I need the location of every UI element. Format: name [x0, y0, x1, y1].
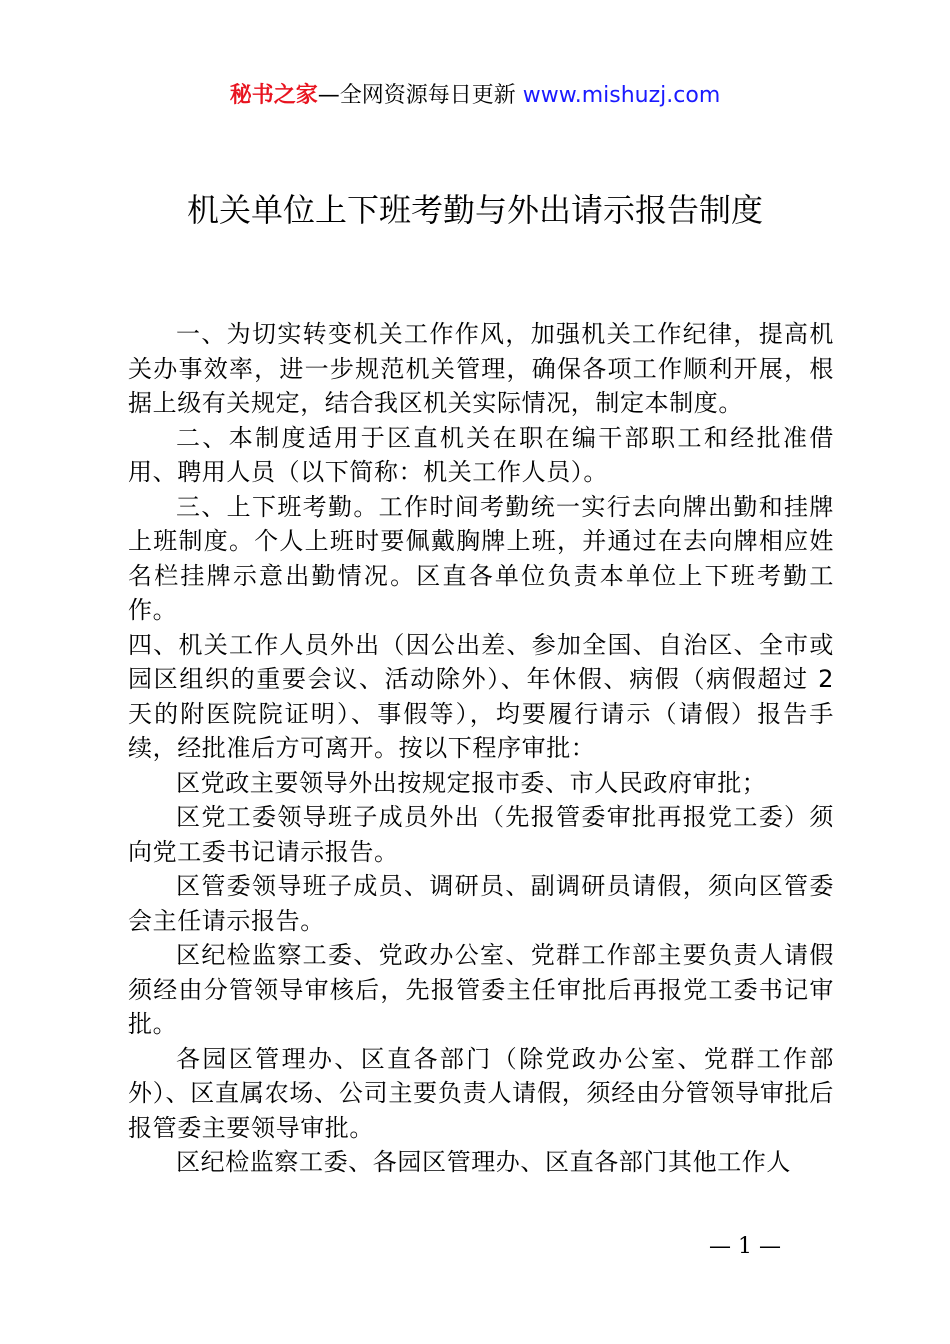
paragraph-9: 各园区管理办、区直各部门（除党政办公室、党群工作部外）、区直属农场、公司主要负责人请假，须经由分管领导审批后报管委主要领导审批。 [128, 1044, 834, 1142]
paragraph-3: 三、上下班考勤。工作时间考勤统一实行去向牌出勤和挂牌上班制度。个人上班时要佩戴胸牌上班，并通过在去向牌相应姓名栏挂牌示意出勤情况。区直各单位负责本单位上下班考勤工作。 [128, 492, 834, 624]
paragraph-7: 区管委领导班子成员、调研员、副调研员请假，须向区管委会主任请示报告。 [128, 872, 834, 935]
paragraph-10: 区纪检监察工委、各园区管理办、区直各部门其他工作人 [176, 1148, 791, 1176]
header-tagline: —全网资源每日更新 [317, 83, 516, 108]
site-header [0, 80, 950, 112]
document-body [128, 317, 834, 1180]
paragraph-8: 区纪检监察工委、党政办公室、党群工作部主要负责人请假须经由分管领导审核后，先报管委主任审批后再报党工委书记审批。 [128, 941, 834, 1038]
paragraph-1: 一、为切实转变机关工作作风，加强机关工作纪律，提高机关办事效率，进一步规范机关管理，确保各项工作顺利开展，根据上级有关规定，结合我区机关实际情况，制定本制度。 [128, 320, 834, 417]
page-number: — 1 — [709, 1234, 781, 1259]
paragraph-5: 区党政主要领导外出按规定报市委、市人民政府审批； [176, 768, 767, 797]
document-title: 机关单位上下班考勤与外出请示报告制度 [186, 191, 763, 229]
brand-name: 秘书之家 [229, 83, 318, 108]
paragraph-2: 二、本制度适用于区直机关在职在编干部职工和经批准借用、聘用人员（以下简称：机关工作人员）。 [128, 423, 834, 486]
paragraph-4: 四、机关工作人员外出（因公出差、参加全国、自治区、全市或园区组织的重要会议、活动除外）、年休假、病假（病假超过 2 天的附医院院证明）、事假等），均要履行请示（请假）报告手续，经批准后方可离开。按以下程序审批： [128, 630, 834, 762]
site-url[interactable]: www.mishuzj.com [515, 83, 721, 108]
paragraph-6: 区党工委领导班子成员外出（先报管委审批再报党工委）须向党工委书记请示报告。 [128, 803, 834, 866]
